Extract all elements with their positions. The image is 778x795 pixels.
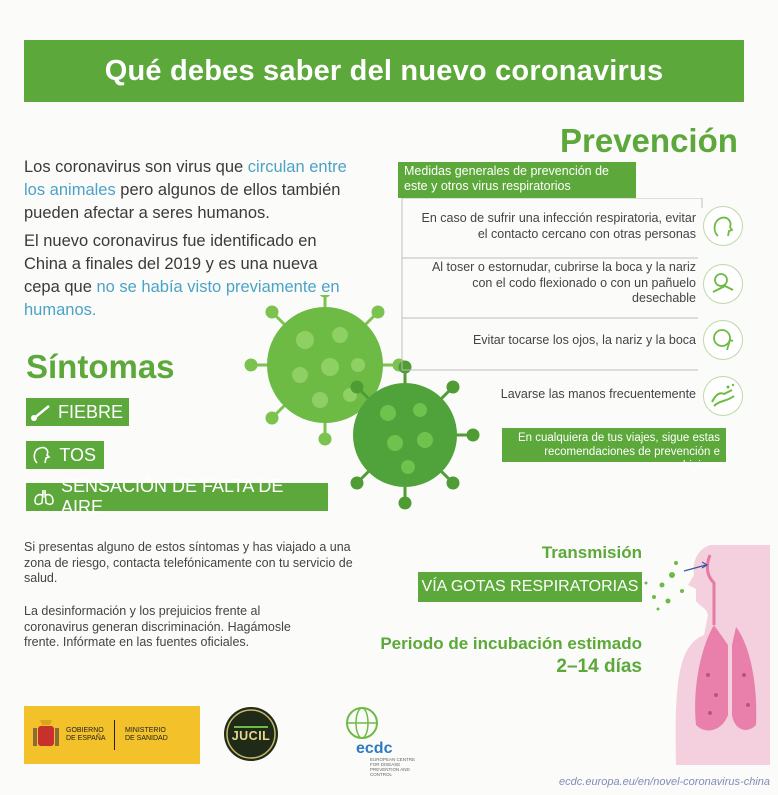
lungs-icon (30, 485, 57, 509)
prevencion-item-1: En caso de sufrir una infección respiratoria, evitar el contacto cercano con otras personas (421, 211, 696, 241)
intro-text: Los coronavirus son virus que (24, 158, 248, 176)
ecdc-label: ecdc (356, 740, 393, 757)
intro-paragraph-1 (24, 156, 364, 225)
intro-text: El nuevo coronavirus fue identificado en China a finales del 2019 y es una nueva cepa que (24, 232, 318, 296)
transmision-value: VÍA GOTAS RESPIRATORIAS (418, 572, 642, 602)
hand-wash-icon (703, 376, 743, 416)
title-banner (24, 40, 744, 102)
intro-highlight: no se había visto previamente en humanos. (24, 278, 340, 319)
transmision-title: Transmisión (541, 543, 642, 562)
symptom-fiebre (26, 398, 129, 426)
incubacion-title: Periodo de incubación estimado (380, 634, 642, 653)
ecdc-sublabel: EUROPEAN CENTRE FOR DISEASE PREVENTION AND CONTROL (370, 757, 416, 777)
ecdc-globe-icon (342, 705, 382, 741)
source-url: ecdc.europa.eu/en/novel-coronavirus-china (559, 776, 770, 788)
prevencion-header: Medidas generales de prevención de este y otros virus respiratorios (398, 162, 636, 198)
gobierno-espana-logo (24, 706, 200, 764)
face-touch-icon (703, 320, 743, 360)
misinformation-note: La desinformación y los prejuicios frente al coronavirus generan discriminación. Hagámosle frente. Infórmate en las fuentes oficiales. (24, 604, 291, 649)
distance-face-icon (703, 206, 743, 246)
prevencion-item-4: Lavarse las manos frecuentemente (500, 387, 696, 401)
prevencion-item-2: Al toser o estornudar, cubrirse la boca y la nariz con el codo flexionado o con un pañuelo desechable (431, 260, 696, 305)
thermometer-icon (30, 400, 54, 424)
symptom-advice: Si presentas alguno de estos síntomas y has viajado a una zona de riesgo, contacta telefónicamente con tu servicio de salud. (24, 540, 353, 585)
incubacion-value: 2–14 días (556, 656, 642, 677)
respiratory-system-illustration (610, 535, 770, 765)
symptom-tos (26, 441, 104, 469)
cough-head-icon (30, 443, 55, 467)
cough-elbow-icon (703, 264, 743, 304)
gobierno-label: GOBIERNO DE ESPAÑA (66, 727, 106, 742)
page-title: Qué debes saber del nuevo coronavirus (104, 54, 664, 87)
symptom-label: TOS (59, 444, 96, 465)
intro-highlight: circulan entre los animales (24, 158, 347, 199)
logo-separator (114, 720, 115, 750)
coat-of-arms-icon (32, 718, 60, 752)
prevencion-title: Prevención (560, 122, 738, 159)
sintomas-title: Síntomas (26, 348, 175, 385)
ministerio-label: MINISTERIO DE SANIDAD (125, 727, 168, 742)
symptom-falta-aire (26, 476, 328, 517)
prevencion-item-3: Evitar tocarse los ojos, la nariz y la boca (472, 333, 696, 347)
symptom-label: SENSACIÓN DE FALTA DE AIRE (61, 476, 284, 517)
travel-advice-box: En cualquiera de tus viajes, sigue estas recomendaciones de prevención e higiene (502, 428, 726, 462)
jucil-label: JUCIL (231, 729, 271, 743)
symptom-label: FIEBRE (58, 401, 124, 422)
intro-text: pero algunos de ellos también pueden afectar a seres humanos. (24, 181, 341, 222)
